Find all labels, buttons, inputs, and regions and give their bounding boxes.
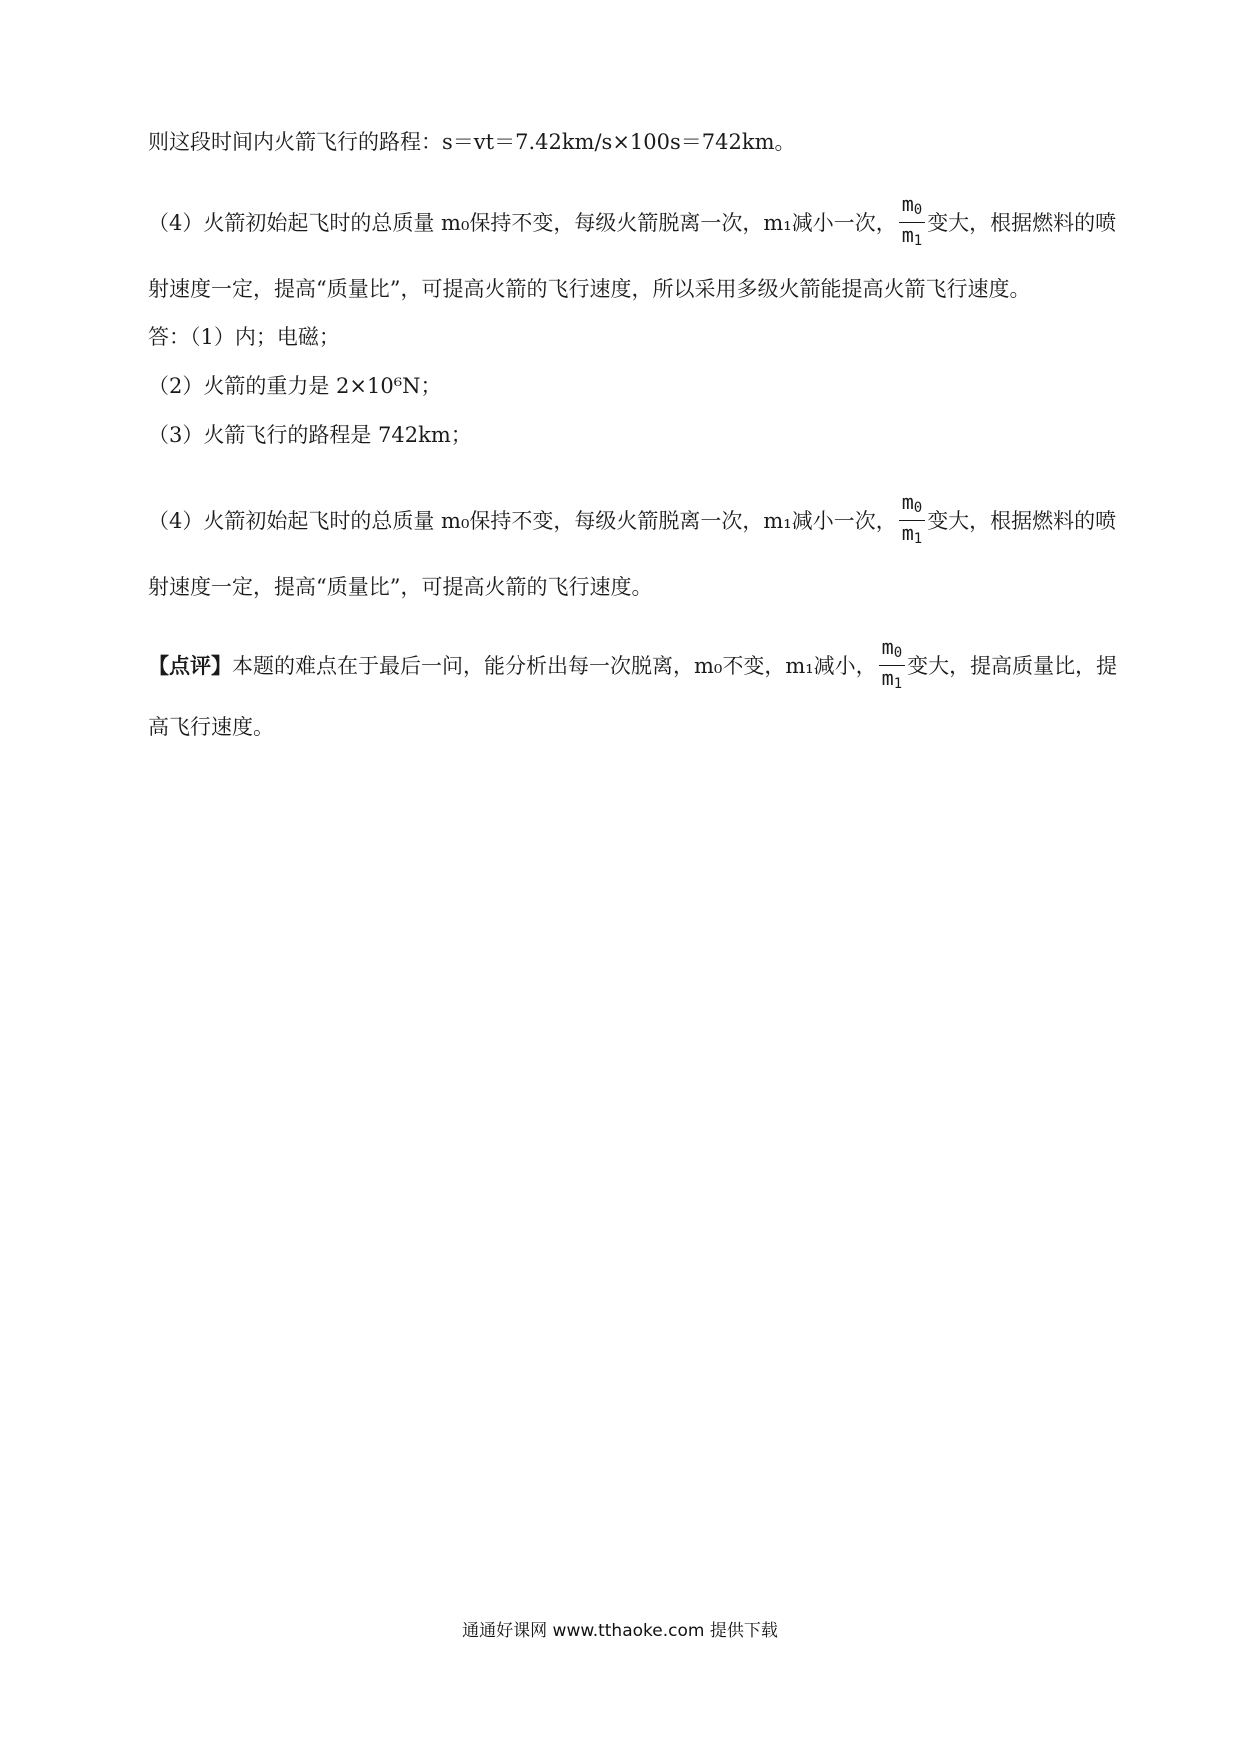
mass-ratio-fraction xyxy=(899,192,925,253)
text-segment: （4）火箭初始起飞时的总质量 m₀保持不变，每级火箭脱离一次，m₁减小一次， xyxy=(148,509,897,533)
fraction-numerator: $m_0$ xyxy=(899,490,925,521)
fraction-numerator: $m_0$ xyxy=(899,192,925,223)
solution-line-4b: 射速度一定，提高“质量比”，可提高火箭的飞行速度，所以采用多级火箭能提高火箭飞行速度。 xyxy=(148,277,1031,301)
text-segment: （4）火箭初始起飞时的总质量 m₀保持不变，每级火箭脱离一次，m₁减小一次， xyxy=(148,211,897,235)
page-footer: 通通好课网 www.tthaoke.com 提供下载 xyxy=(462,1621,778,1641)
solution-line-4a xyxy=(148,194,1138,255)
text-segment: 变大，提高质量比，提 xyxy=(907,654,1118,678)
answer-line-4a xyxy=(148,492,1138,553)
fraction-denominator: $m_1$ xyxy=(881,666,903,692)
comment-line-b: 高飞行速度。 xyxy=(148,715,274,739)
comment-label: 【点评】 xyxy=(148,653,232,678)
answer-line-1: 答：（1）内；电磁； xyxy=(148,325,340,349)
mass-ratio-fraction xyxy=(879,635,905,696)
text-segment: 变大，根据燃料的喷 xyxy=(927,509,1117,533)
answer-line-3: （3）火箭飞行的路程是 742km； xyxy=(148,423,472,447)
fraction-denominator: $m_1$ xyxy=(901,223,923,249)
fraction-denominator: $m_1$ xyxy=(901,521,923,547)
answer-line-2: （2）火箭的重力是 2×10⁶N； xyxy=(148,374,442,398)
mass-ratio-fraction xyxy=(899,490,925,551)
text-segment: 变大，根据燃料的喷 xyxy=(927,211,1117,235)
fraction-numerator: $m_0$ xyxy=(879,635,905,666)
solution-line-distance: 则这段时间内火箭飞行的路程：s＝vt＝7.42km/s×100s＝742km。 xyxy=(148,130,796,154)
text-segment: 本题的难点在于最后一问，能分析出每一次脱离，m₀不变，m₁减小， xyxy=(232,654,877,678)
answer-line-4b: 射速度一定，提高“质量比”，可提高火箭的飞行速度。 xyxy=(148,575,653,599)
comment-line-a xyxy=(148,637,1138,698)
